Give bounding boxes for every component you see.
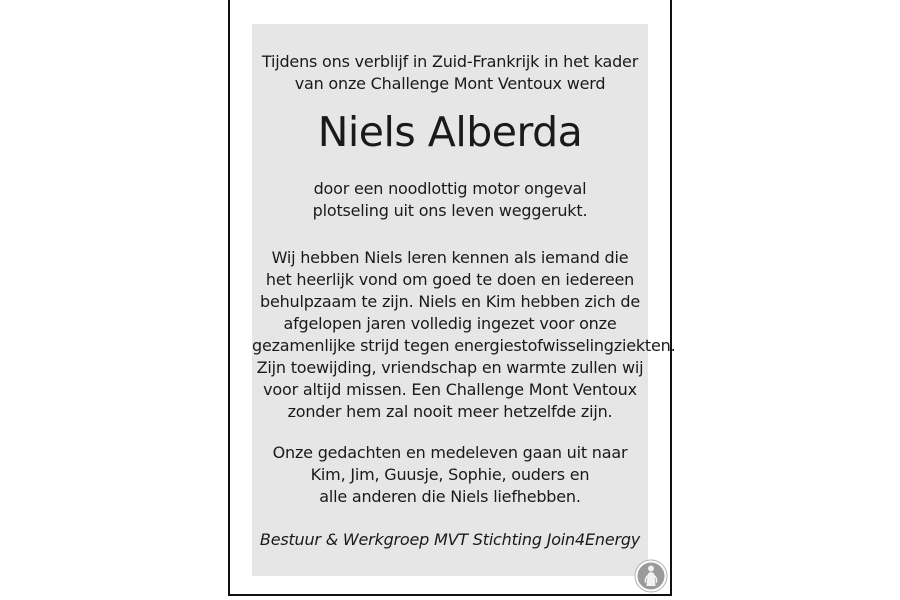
intro-line: van onze Challenge Mont Ventoux werd	[294, 74, 606, 93]
signature: Bestuur & Werkgroep MVT Stichting Join4Energy	[259, 530, 641, 549]
tribute-line: gezamenlijke strijd tegen energiestofwisselingziekten.	[252, 336, 676, 355]
tribute-line: Wij hebben Niels leren kennen als iemand die	[271, 248, 629, 267]
memorial-figure-icon	[634, 559, 668, 593]
tribute-line: zonder hem zal nooit meer hetzelfde zijn.	[287, 402, 613, 421]
tribute-line: voor altijd missen. Een Challenge Mont Ventoux	[263, 380, 637, 399]
accident-line: plotseling uit ons leven weggerukt.	[312, 201, 588, 220]
deceased-name: Niels Alberda	[317, 108, 583, 156]
intro-paragraph	[252, 51, 648, 95]
tribute-line: het heerlijk vond om goed te doen en iedereen	[265, 270, 635, 289]
tribute-paragraph	[252, 247, 676, 423]
condolence-line: alle anderen die Niels liefhebben.	[319, 487, 581, 506]
obituary-frame	[228, 0, 676, 596]
tribute-line: Zijn toewijding, vriendschap en warmte zullen wij	[256, 358, 644, 377]
condolence-line: Onze gedachten en medeleven gaan uit naar	[272, 443, 628, 462]
condolence-paragraph	[252, 442, 648, 508]
tribute-line: afgelopen jaren volledig ingezet voor onze	[283, 314, 617, 333]
condolence-line: Kim, Jim, Guusje, Sophie, ouders en	[310, 465, 590, 484]
intro-line: Tijdens ons verblijf in Zuid-Frankrijk in het kader	[261, 52, 639, 71]
tribute-line: behulpzaam te zijn. Niels en Kim hebben zich de	[259, 292, 640, 311]
accident-paragraph	[252, 178, 648, 222]
obituary-panel	[252, 24, 676, 576]
accident-line: door een noodlottig motor ongeval	[313, 179, 587, 198]
